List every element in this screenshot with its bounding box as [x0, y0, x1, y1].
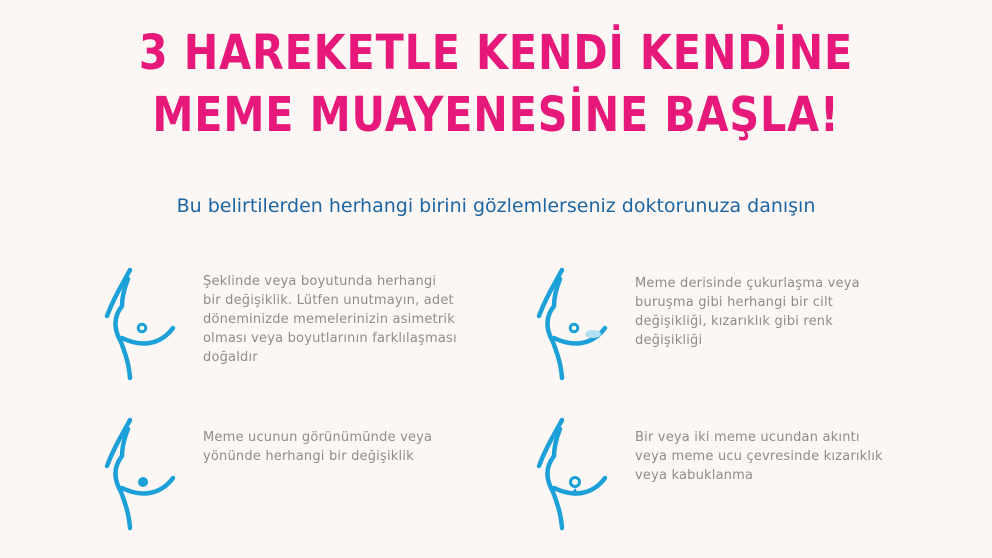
text-line: bir değişiklik. Lütfen unutmayın, adet: [203, 293, 454, 308]
discharge-drop: [573, 488, 578, 496]
symptom-text: [635, 428, 883, 485]
text-line: Meme derisinde çukurlaşma veya: [635, 276, 860, 291]
symptom-text: [203, 428, 432, 466]
breast-shape-change-icon: [103, 266, 187, 382]
breast-skin-dimpling-icon: [535, 266, 619, 382]
text-line: Şeklinde veya boyutunda herhangi: [203, 274, 437, 289]
text-line: buruşma gibi herhangi bir cilt: [635, 295, 834, 310]
dimple-mark: [585, 330, 601, 338]
nipple-change-icon: [103, 416, 187, 532]
text-line: Meme ucunun görünümünde veya: [203, 430, 433, 445]
title-line-1: 3 HAREKETLE KENDİ KENDİNE: [138, 25, 854, 81]
text-line: değişikliği: [635, 333, 703, 348]
text-line: olması veya boyutlarının farklılaşması: [203, 331, 457, 346]
text-line: veya kabuklanma: [635, 468, 754, 483]
text-line: değişikliği, kızarıklık gibi renk: [635, 314, 833, 329]
symptom-text: [635, 274, 860, 350]
text-line: Bir veya iki meme ucundan akıntı: [635, 430, 860, 445]
text-line: veya meme ucu çevresinde kızarıklık: [635, 449, 883, 464]
symptom-text: [203, 272, 457, 367]
subtitle: Bu belirtilerden herhangi birini gözlemlerseniz doktorunuza danışın: [176, 195, 816, 217]
text-line: doğaldır: [203, 350, 258, 365]
title-line-2: MEME MUAYENESİNE BAŞLA!: [152, 87, 840, 143]
text-line: döneminizde memelerinizin asimetrik: [203, 312, 455, 327]
text-line: yönünde herhangi bir değişiklik: [203, 449, 414, 464]
nipple-discharge-icon: [535, 416, 619, 532]
page-title: [69, 22, 922, 146]
